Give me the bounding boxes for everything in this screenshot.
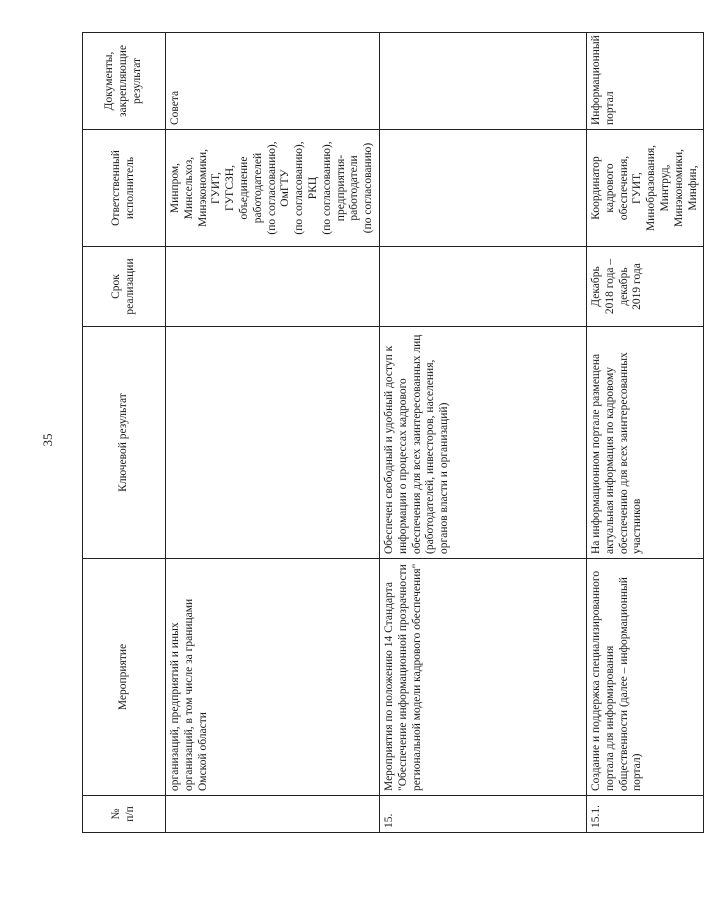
header-docs: Документы, закрепляющие результат <box>83 33 166 130</box>
table-header-row <box>83 33 166 833</box>
header-executor: Ответственный исполнитель <box>83 130 166 247</box>
cell-executor <box>379 130 586 247</box>
page-number: 35 <box>40 433 55 447</box>
header-result: Ключевой результат <box>83 327 166 559</box>
header-term: Срок реализации <box>83 247 166 327</box>
cell-executor: Координатор кадрового обеспечения, ГУИТ, Минобразования, Минтруд, Минэкономики, Минфин, <box>586 130 703 247</box>
cell-docs <box>379 33 586 130</box>
cell-executor: Минпром, Минсельхоз, Минэкономики, ГУИТ, ГУГСЗН, объединение работодателей (по согласованию), ОмГТУ (по согласованию), РКЦ (по согласованию), предприятия- работодатели (по согласованию) <box>166 130 380 247</box>
rotated-table-container <box>82 33 699 833</box>
header-number: № п/п <box>83 796 166 833</box>
cell-result: На информационном портале размещена актуальная информация по кадровому обеспечению для всех заинтересованных участников <box>586 327 703 559</box>
cell-result: Обеспечен свободный и удобный доступ к информации о процессах кадрового обеспечения для всех заинтересованных лиц (работодателей, инвесторов, населения, органов власти и организаций) <box>379 327 586 559</box>
cell-number: 15.1. <box>586 796 703 833</box>
cell-term: Декабрь 2018 года – декабрь 2019 года <box>586 247 703 327</box>
cell-number: 15. <box>379 796 586 833</box>
cell-term <box>166 247 380 327</box>
table-row <box>586 33 703 833</box>
cell-term <box>379 247 586 327</box>
table-row <box>379 33 586 833</box>
cell-event: Создание и поддержка специализированного портала для информирования общественности (далее – информационный портал) <box>586 559 703 796</box>
cell-event: Мероприятия по положению 14 Стандарта "Обеспечение информационной прозрачности региональной модели кадрового обеспечения" <box>379 559 586 796</box>
cell-event: организаций, предприятий и иных организаций, в том числе за границами Омской области <box>166 559 380 796</box>
table-row <box>166 33 380 833</box>
cell-docs: Совета <box>166 33 380 130</box>
cell-result <box>166 327 380 559</box>
header-event: Мероприятие <box>83 559 166 796</box>
cell-docs: Информационный портал <box>586 33 703 130</box>
cell-number <box>166 796 380 833</box>
activities-table <box>82 32 704 833</box>
